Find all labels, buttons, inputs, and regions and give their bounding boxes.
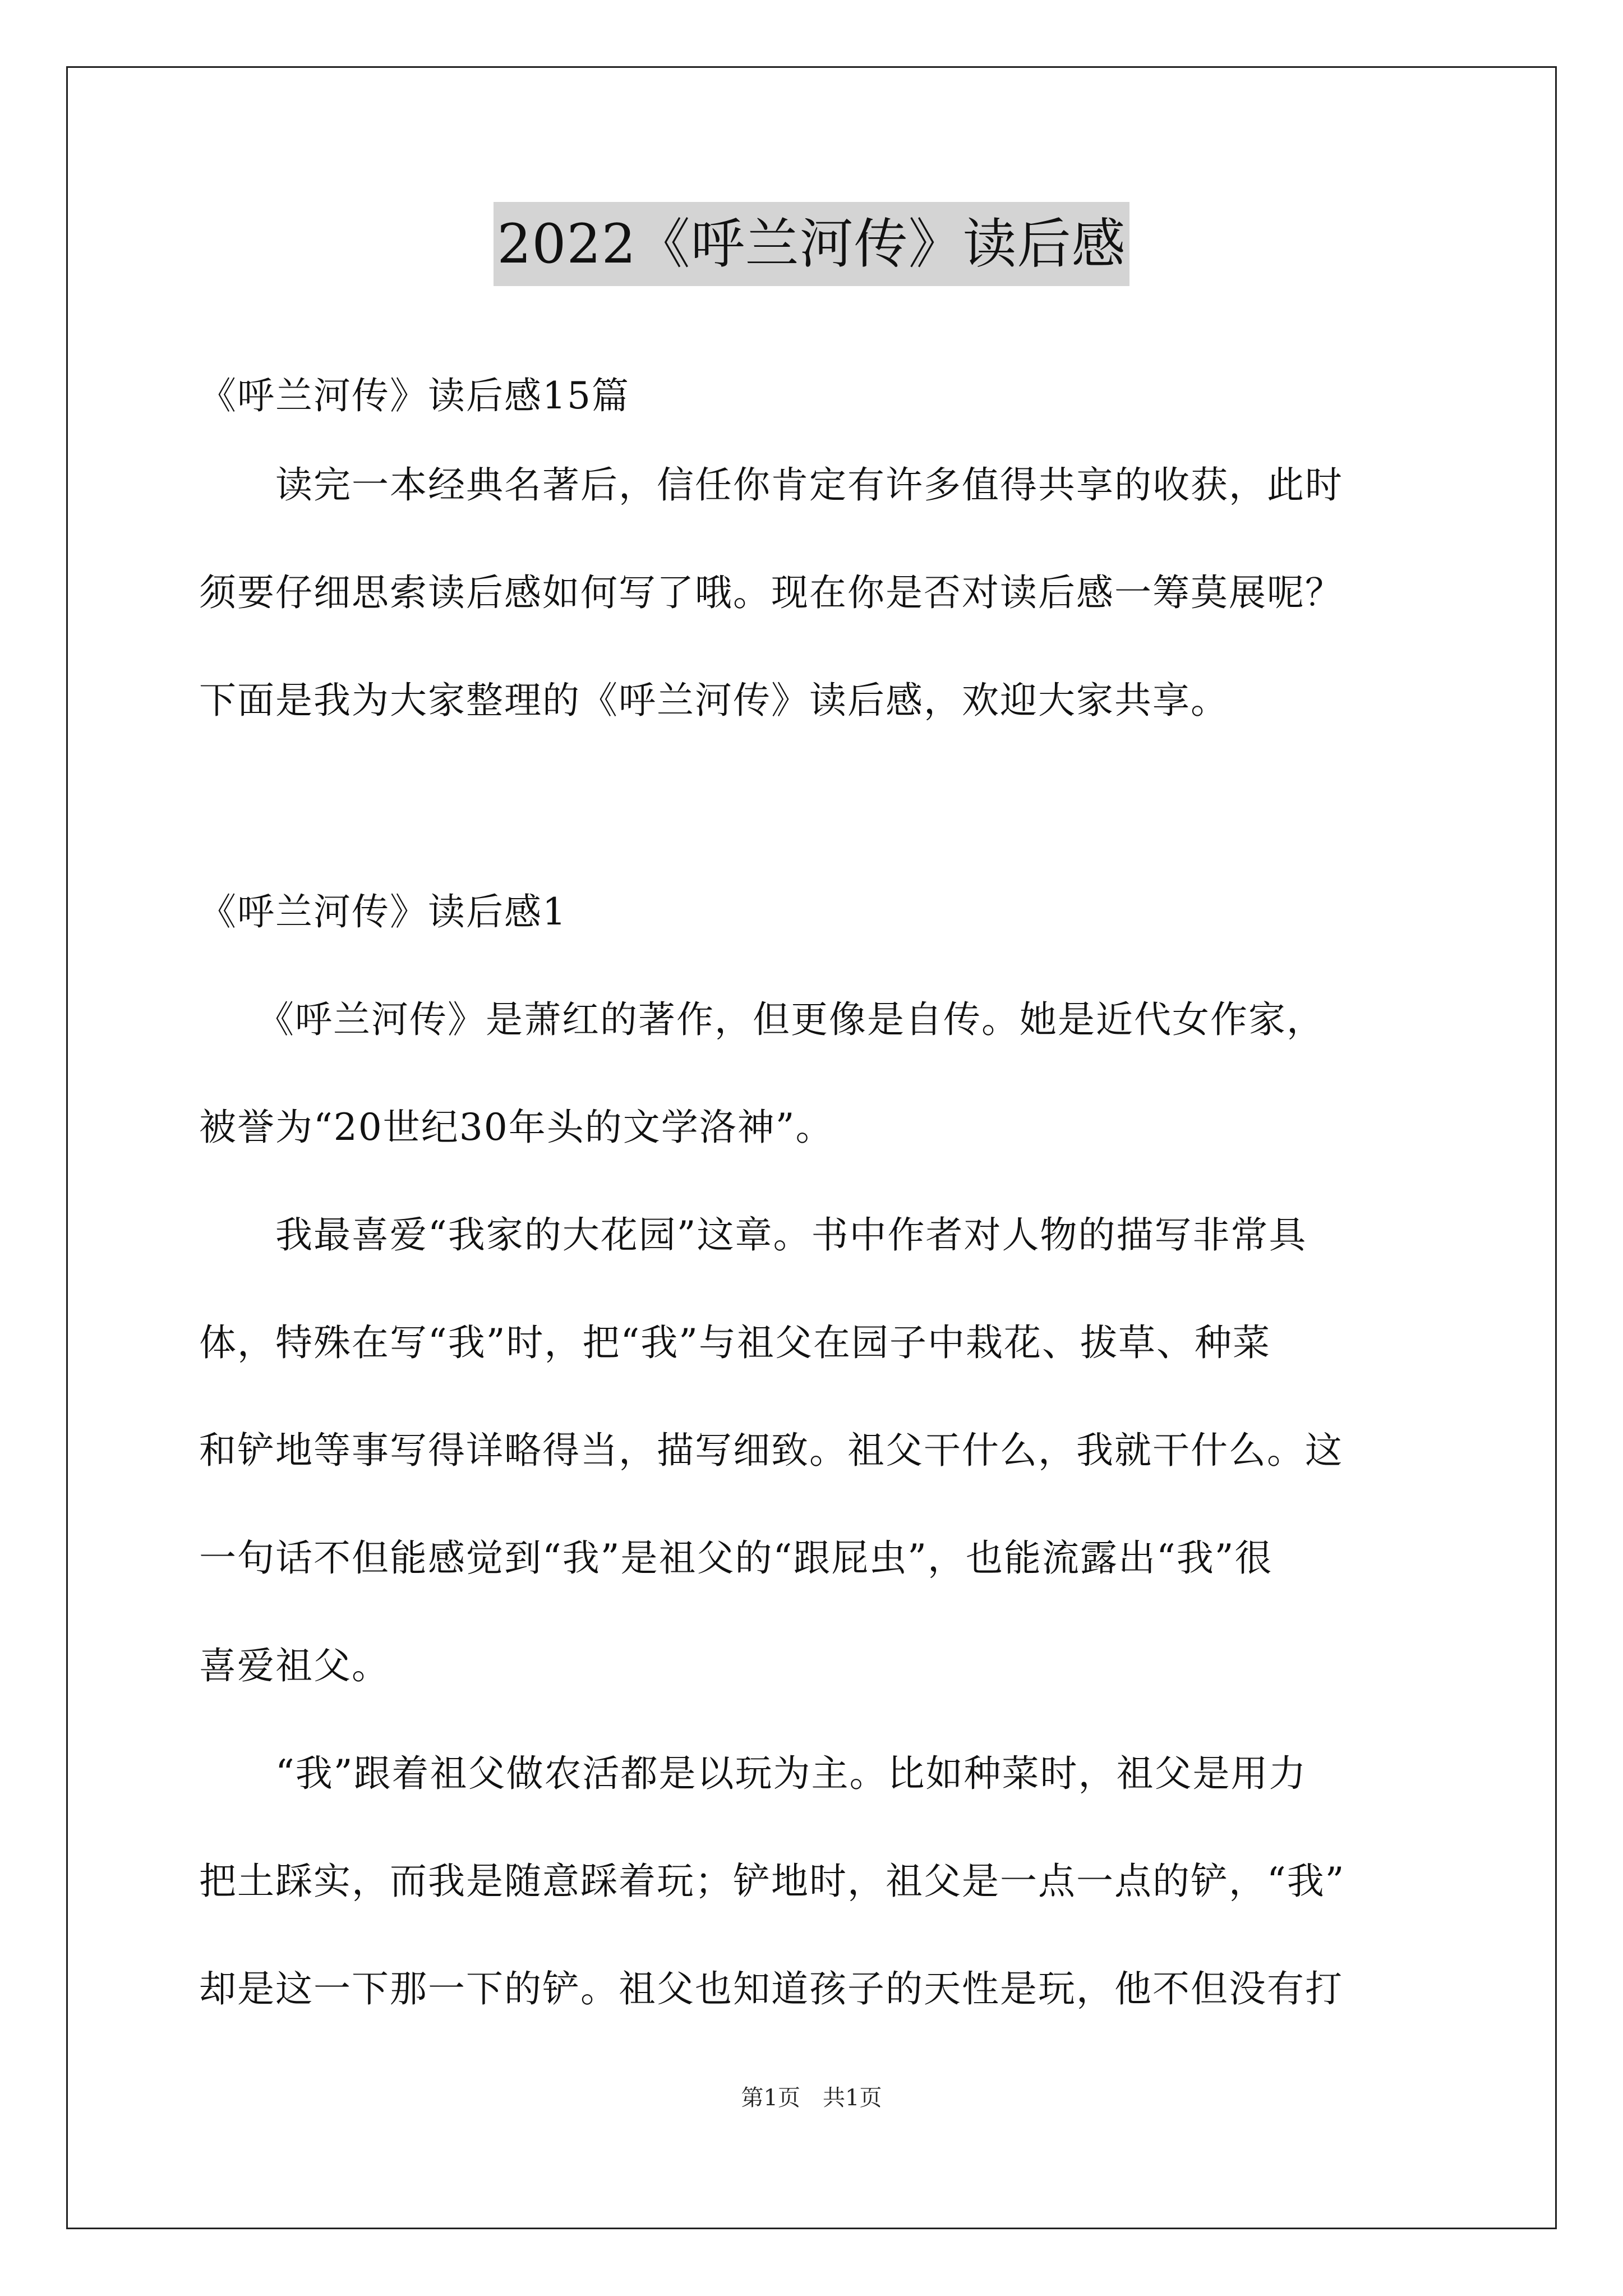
body-line: 被誉为“20世纪30年头的文学洛神”。	[199, 1106, 834, 1149]
body-line: 《呼兰河传》是萧红的著作，但更像是自传。她是近代女作家，	[199, 998, 1325, 1041]
body-line: 我最喜爱“我家的大花园”这章。书中作者对人物的描写非常具	[199, 1213, 1307, 1257]
body-line: 须要仔细思索读后感如何写了哦。现在你是否对读后感一筹莫展呢？	[199, 571, 1343, 614]
body-line: 下面是我为大家整理的《呼兰河传》读后感，欢迎大家共享。	[199, 679, 1229, 722]
body-line: 把土踩实，而我是随意踩着玩；铲地时，祖父是一点一点的铲，“我”	[199, 1860, 1345, 1903]
body-line: 一句话不但能感觉到“我”是祖父的“跟屁虫”，也能流露出“我”很	[199, 1536, 1273, 1580]
page-footer: 第1页 共1页	[741, 2085, 882, 2111]
body-line: 读完一本经典名著后，信任你肯定有许多值得共享的收获，此时	[199, 463, 1343, 507]
body-line: “我”跟着祖父做农活都是以玩为主。比如种菜时，祖父是用力	[199, 1752, 1307, 1795]
title-container	[0, 202, 1623, 286]
body-line: 《呼兰河传》读后感15篇	[199, 374, 630, 417]
body-line: 喜爱祖父。	[199, 1644, 390, 1687]
body-line: 《呼兰河传》读后感1	[199, 890, 567, 933]
body-line: 体，特殊在写“我”时，把“我”与祖父在园子中栽花、拔草、种菜	[199, 1321, 1271, 1364]
document-title: 2022《呼兰河传》读后感	[494, 202, 1129, 286]
body-line: 和铲地等事写得详略得当，描写细致。祖父干什么，我就干什么。这	[199, 1429, 1343, 1472]
body-line: 却是这一下那一下的铲。祖父也知道孩子的天性是玩，他不但没有打	[199, 1967, 1343, 2010]
